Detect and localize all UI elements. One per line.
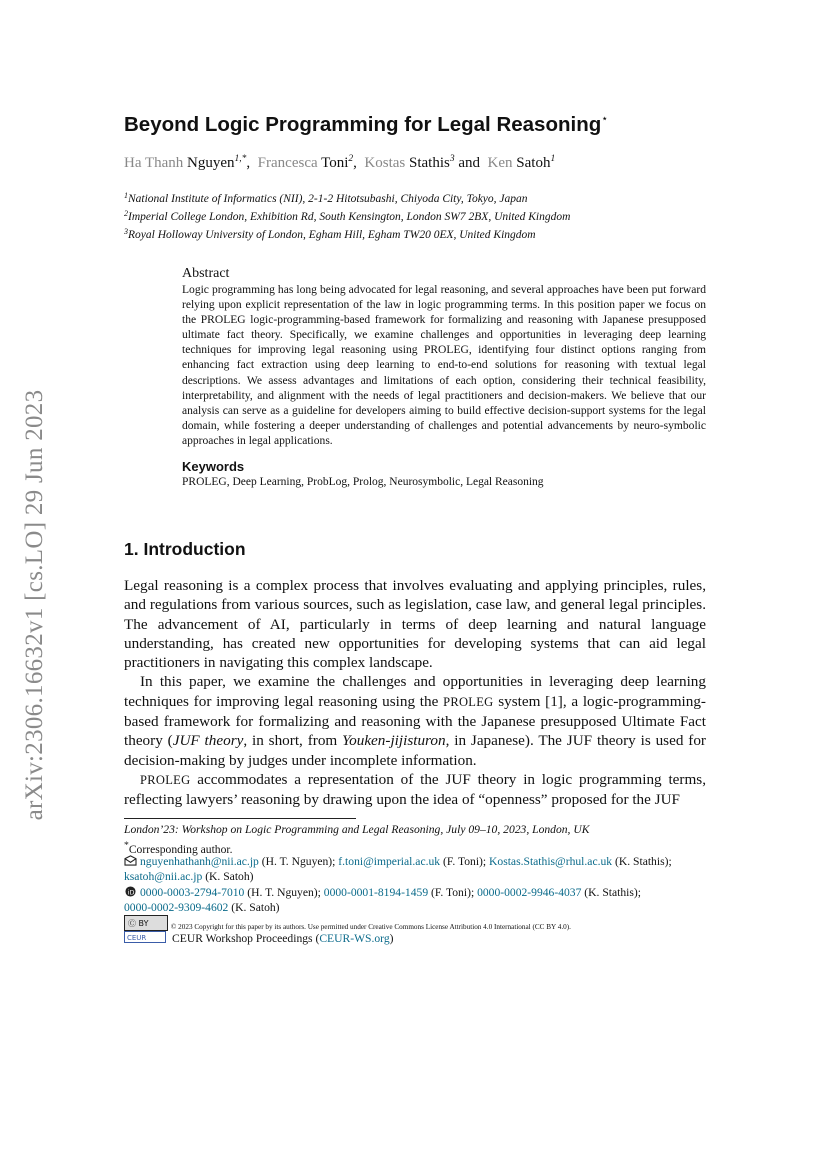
orcid-link[interactable]: 0000-0002-9309-4602 bbox=[124, 901, 229, 914]
author-list: Ha Thanh Nguyen$^{1,*}$, Francesca Toni$^2$, Kostas Stathis$^3$ and Ken Satoh$^1$ bbox=[124, 154, 556, 171]
footnote-emails: nguyenhathanh@nii.ac.jp (H. T. Nguyen); f.toni@imperial.ac.uk (F. Toni); Kostas.Stathis@rhul.ac.uk (K. Stathis); bbox=[124, 854, 672, 870]
svg-text:iD: iD bbox=[127, 888, 135, 897]
abstract bbox=[182, 266, 706, 449]
orcid-link[interactable]: 0000-0001-8194-1459 bbox=[323, 886, 429, 899]
ceur-logo-icon: CEUR bbox=[124, 931, 166, 943]
footnote-workshop: London’23: Workshop on Logic Programming and Legal Reasoning, July 09–10, 2023, London, UK bbox=[124, 823, 590, 836]
email-link[interactable]: Kostas.Stathis@rhul.ac.uk bbox=[489, 855, 613, 868]
author[interactable]: Ha Thanh Nguyen$^{1,*}$ bbox=[124, 154, 247, 171]
ceur-link[interactable]: CEUR-WS.org bbox=[319, 932, 390, 945]
footnote-orcids-cont: 0000-0002-9309-4602 (K. Satoh) bbox=[124, 901, 280, 914]
emphasis: JUF theory bbox=[172, 732, 244, 750]
footnote-rule bbox=[124, 818, 356, 819]
orcid-link[interactable]: 0000-0003-2794-7010 bbox=[140, 886, 245, 899]
abstract-heading: Abstract bbox=[182, 266, 230, 281]
arxiv-identifier bbox=[10, 370, 60, 840]
paper-title-text: Beyond Logic Programming for Legal Reasoning bbox=[124, 113, 602, 136]
abstract-text: Logic programming has long being advocated for legal reasoning, and several approaches have been put forward relying upon explicit representation of the law in logic programming terms. In this position paper we focus on the PROLEG logic-programming-based framework for formalizing and reasoning with Japanese presupposed ultimate fact theory. Specifically, we examine challenges and opportunities in leveraging deep learning techniques for improving legal reasoning using PROLEG, identifying four distinct options ranging from enhancing fact extraction using deep learning to end-to-end solutions for reasoning with textual legal descriptions. We assess advantages and limitations of each option, considering their technical feasibility, interpretability, and alignment with the needs of legal practitioners and decision-makers. We believe that our analysis can serve as a guideline for developers aiming to build effective decision-support systems for the legal domain, while fostering a deeper understanding of challenges and potential advancements by neuro-symbolic approaches in legal applications. bbox=[182, 284, 706, 447]
body-paragraph: Legal reasoning is a complex process that involves evaluating and applying principles, rules, and regulations from various sources, such as legislation, case law, and general legal principles. The advancement of AI, particularly in terms of deep learning and natural language understanding, has created new opportunities for developing systems that can aid legal practitioners in navigating this complex landscape. bbox=[124, 577, 706, 672]
keywords-text: PROLEG, Deep Learning, ProbLog, Prolog, Neurosymbolic, Legal Reasoning bbox=[182, 476, 544, 488]
section-heading: 1. Introduction bbox=[124, 539, 246, 559]
body-paragraph: In this paper, we examine the challenges and opportunities in leveraging deep learning techniques for improving legal reasoning using the PROLEG system [1], a logic-programming-based framework for formalizing and reasoning with the Japanese presupposed Ultimate Fact theory (JUF theory, in short, from Youken-jijisturon, in Japanese). The JUF theory is used for decision-making by judges under incomplete information. bbox=[124, 673, 706, 769]
emphasis: Youken-jijisturon bbox=[342, 732, 446, 750]
author[interactable]: Francesca Toni$^2$ bbox=[257, 154, 354, 171]
cc-by-badge-icon: Ⓒ BY bbox=[124, 915, 168, 931]
footnote-orcids: iD 0000-0003-2794-7010 (H. T. Nguyen); 0000-0001-8194-1459 (F. Toni); 0000-0002-9946-4037 (K. Stathis); bbox=[124, 885, 641, 901]
affiliation: $^3$Royal Holloway University of London, Egham Hill, Egham TW20 0EX, United Kingdom bbox=[124, 227, 536, 241]
proleg-term: PROLEG bbox=[443, 694, 494, 709]
orcid-link[interactable]: 0000-0002-9946-4037 bbox=[477, 886, 582, 899]
copyright-notice: © 2023 Copyright for this paper by its authors. Use permitted under Creative Commons License Attribution 4.0 International (CC BY 4.0). bbox=[170, 923, 571, 931]
arxiv-identifier-text: arXiv:2306.16632v1 [cs.LO] 29 Jun 2023 bbox=[21, 389, 48, 821]
asterisk: * bbox=[124, 840, 129, 851]
paper-title bbox=[124, 112, 608, 137]
email-link[interactable]: nguyenhathanh@nii.ac.jp bbox=[140, 855, 259, 868]
footnote-ceur: CEUR CEUR Workshop Proceedings (CEUR-WS.org) bbox=[124, 931, 394, 947]
title-footnote-mark: ⋆ bbox=[601, 113, 609, 125]
footnote-corresponding: *Corresponding author. bbox=[124, 840, 233, 856]
orcid-icon bbox=[124, 886, 137, 897]
footnote-emails-cont: ksatoh@nii.ac.jp (K. Satoh) bbox=[124, 870, 254, 883]
envelope-icon bbox=[124, 855, 137, 866]
keywords-heading: Keywords bbox=[182, 459, 245, 474]
section-body bbox=[124, 576, 706, 810]
affiliation: $^2$Imperial College London, Exhibition Rd, South Kensington, London SW7 2BX, United Kingdom bbox=[124, 209, 571, 223]
affiliation: $^1$National Institute of Informatics (NII), 2-1-2 Hitotsubashi, Chiyoda City, Tokyo, Japan bbox=[124, 191, 528, 205]
email-link[interactable]: f.toni@imperial.ac.uk bbox=[338, 855, 441, 868]
body-paragraph: PROLEG accommodates a representation of the JUF theory in logic programming terms, reflecting lawyers’ reasoning by drawing upon the idea of “openness” proposed for the JUF bbox=[124, 770, 706, 809]
proleg-term: PROLEG bbox=[140, 772, 191, 787]
email-link[interactable]: ksatoh@nii.ac.jp bbox=[124, 870, 203, 883]
author[interactable]: Kostas Stathis$^3$ bbox=[364, 154, 455, 171]
author[interactable]: Ken Satoh$^1$ bbox=[487, 154, 556, 171]
